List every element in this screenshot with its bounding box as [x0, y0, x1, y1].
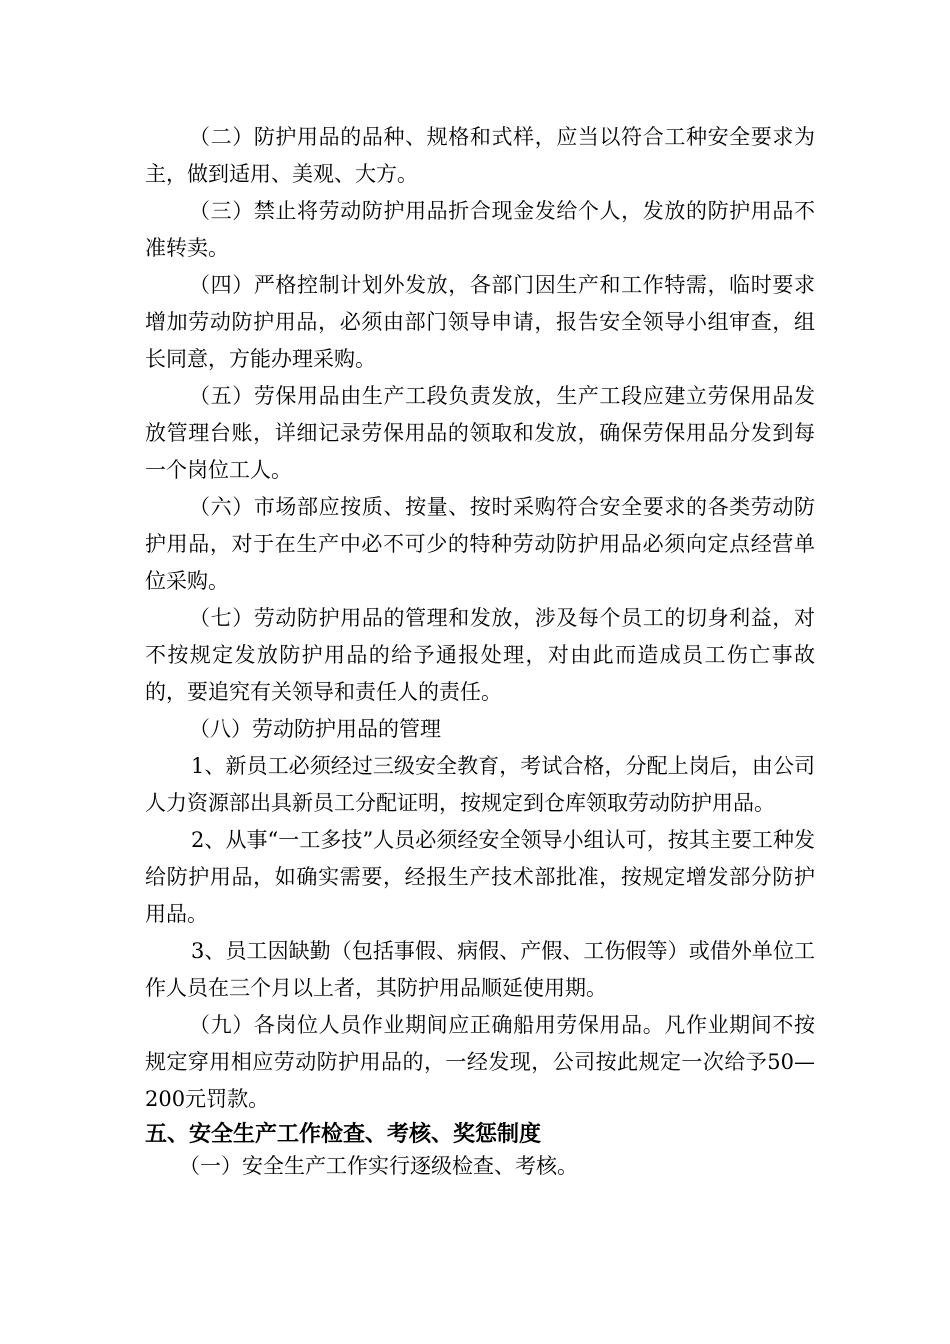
- paragraph-5: （五）劳保用品由生产工段负责发放，生产工段应建立劳保用品发放管理台账，详细记录劳保用品的领取和发放，确保劳保用品分发到每一个岗位工人。: [145, 384, 815, 482]
- paragraph-4: （四）严格控制计划外发放，各部门因生产和工作特需，临时要求增加劳动防护用品，必须由部门领导申请，报告安全领导小组审查，组长同意，方能办理采购。: [145, 273, 815, 371]
- list-item-3: 3、员工因缺勤（包括事假、病假、产假、工伤假等）或借外单位工作人员在三个月以上者，其防护用品顺延使用期。: [145, 939, 815, 1000]
- paragraph-9: （九）各岗位人员作业期间应正确船用劳保用品。凡作业期间不按规定穿用相应劳动防护用品的，一经发现，公司按此规定一次给予50—200元罚款。: [145, 1013, 815, 1111]
- paragraph-6: （六）市场部应按质、按量、按时采购符合安全要求的各类劳动防护用品，对于在生产中必不可少的特种劳动防护用品必须向定点经营单位采购。: [145, 495, 815, 593]
- paragraph-7: （七）劳动防护用品的管理和发放，涉及每个员工的切身利益，对不按规定发放防护用品的给予通报处理，对由此而造成员工伤亡事故的，要追究有关领导和责任人的责任。: [145, 606, 815, 704]
- paragraph-8: （八）劳动防护用品的管理: [189, 717, 441, 741]
- section-first-line: （一）安全生产工作实行逐级检查、考核。: [179, 1154, 578, 1178]
- list-item-2: 2、从事“一工多技”人员必须经安全领导小组认可，按其主要工种发给防护用品，如确实需要，经报生产技术部批准，按规定增发部分防护用品。: [145, 828, 815, 926]
- paragraph-3: （三）禁止将劳动防护用品折合现金发给个人，发放的防护用品不准转卖。: [145, 199, 815, 260]
- section-heading: 五、安全生产工作检查、考核、奖惩制度: [145, 1122, 542, 1147]
- list-item-1: 1、新员工必须经过三级安全教育，考试合格，分配上岗后，由公司人力资源部出具新员工分配证明，按规定到仓库领取劳动防护用品。: [145, 754, 815, 815]
- paragraph-2: （二）防护用品的品种、规格和式样，应当以符合工种安全要求为主，做到适用、美观、大方。: [145, 125, 815, 186]
- document-body: [145, 119, 815, 1182]
